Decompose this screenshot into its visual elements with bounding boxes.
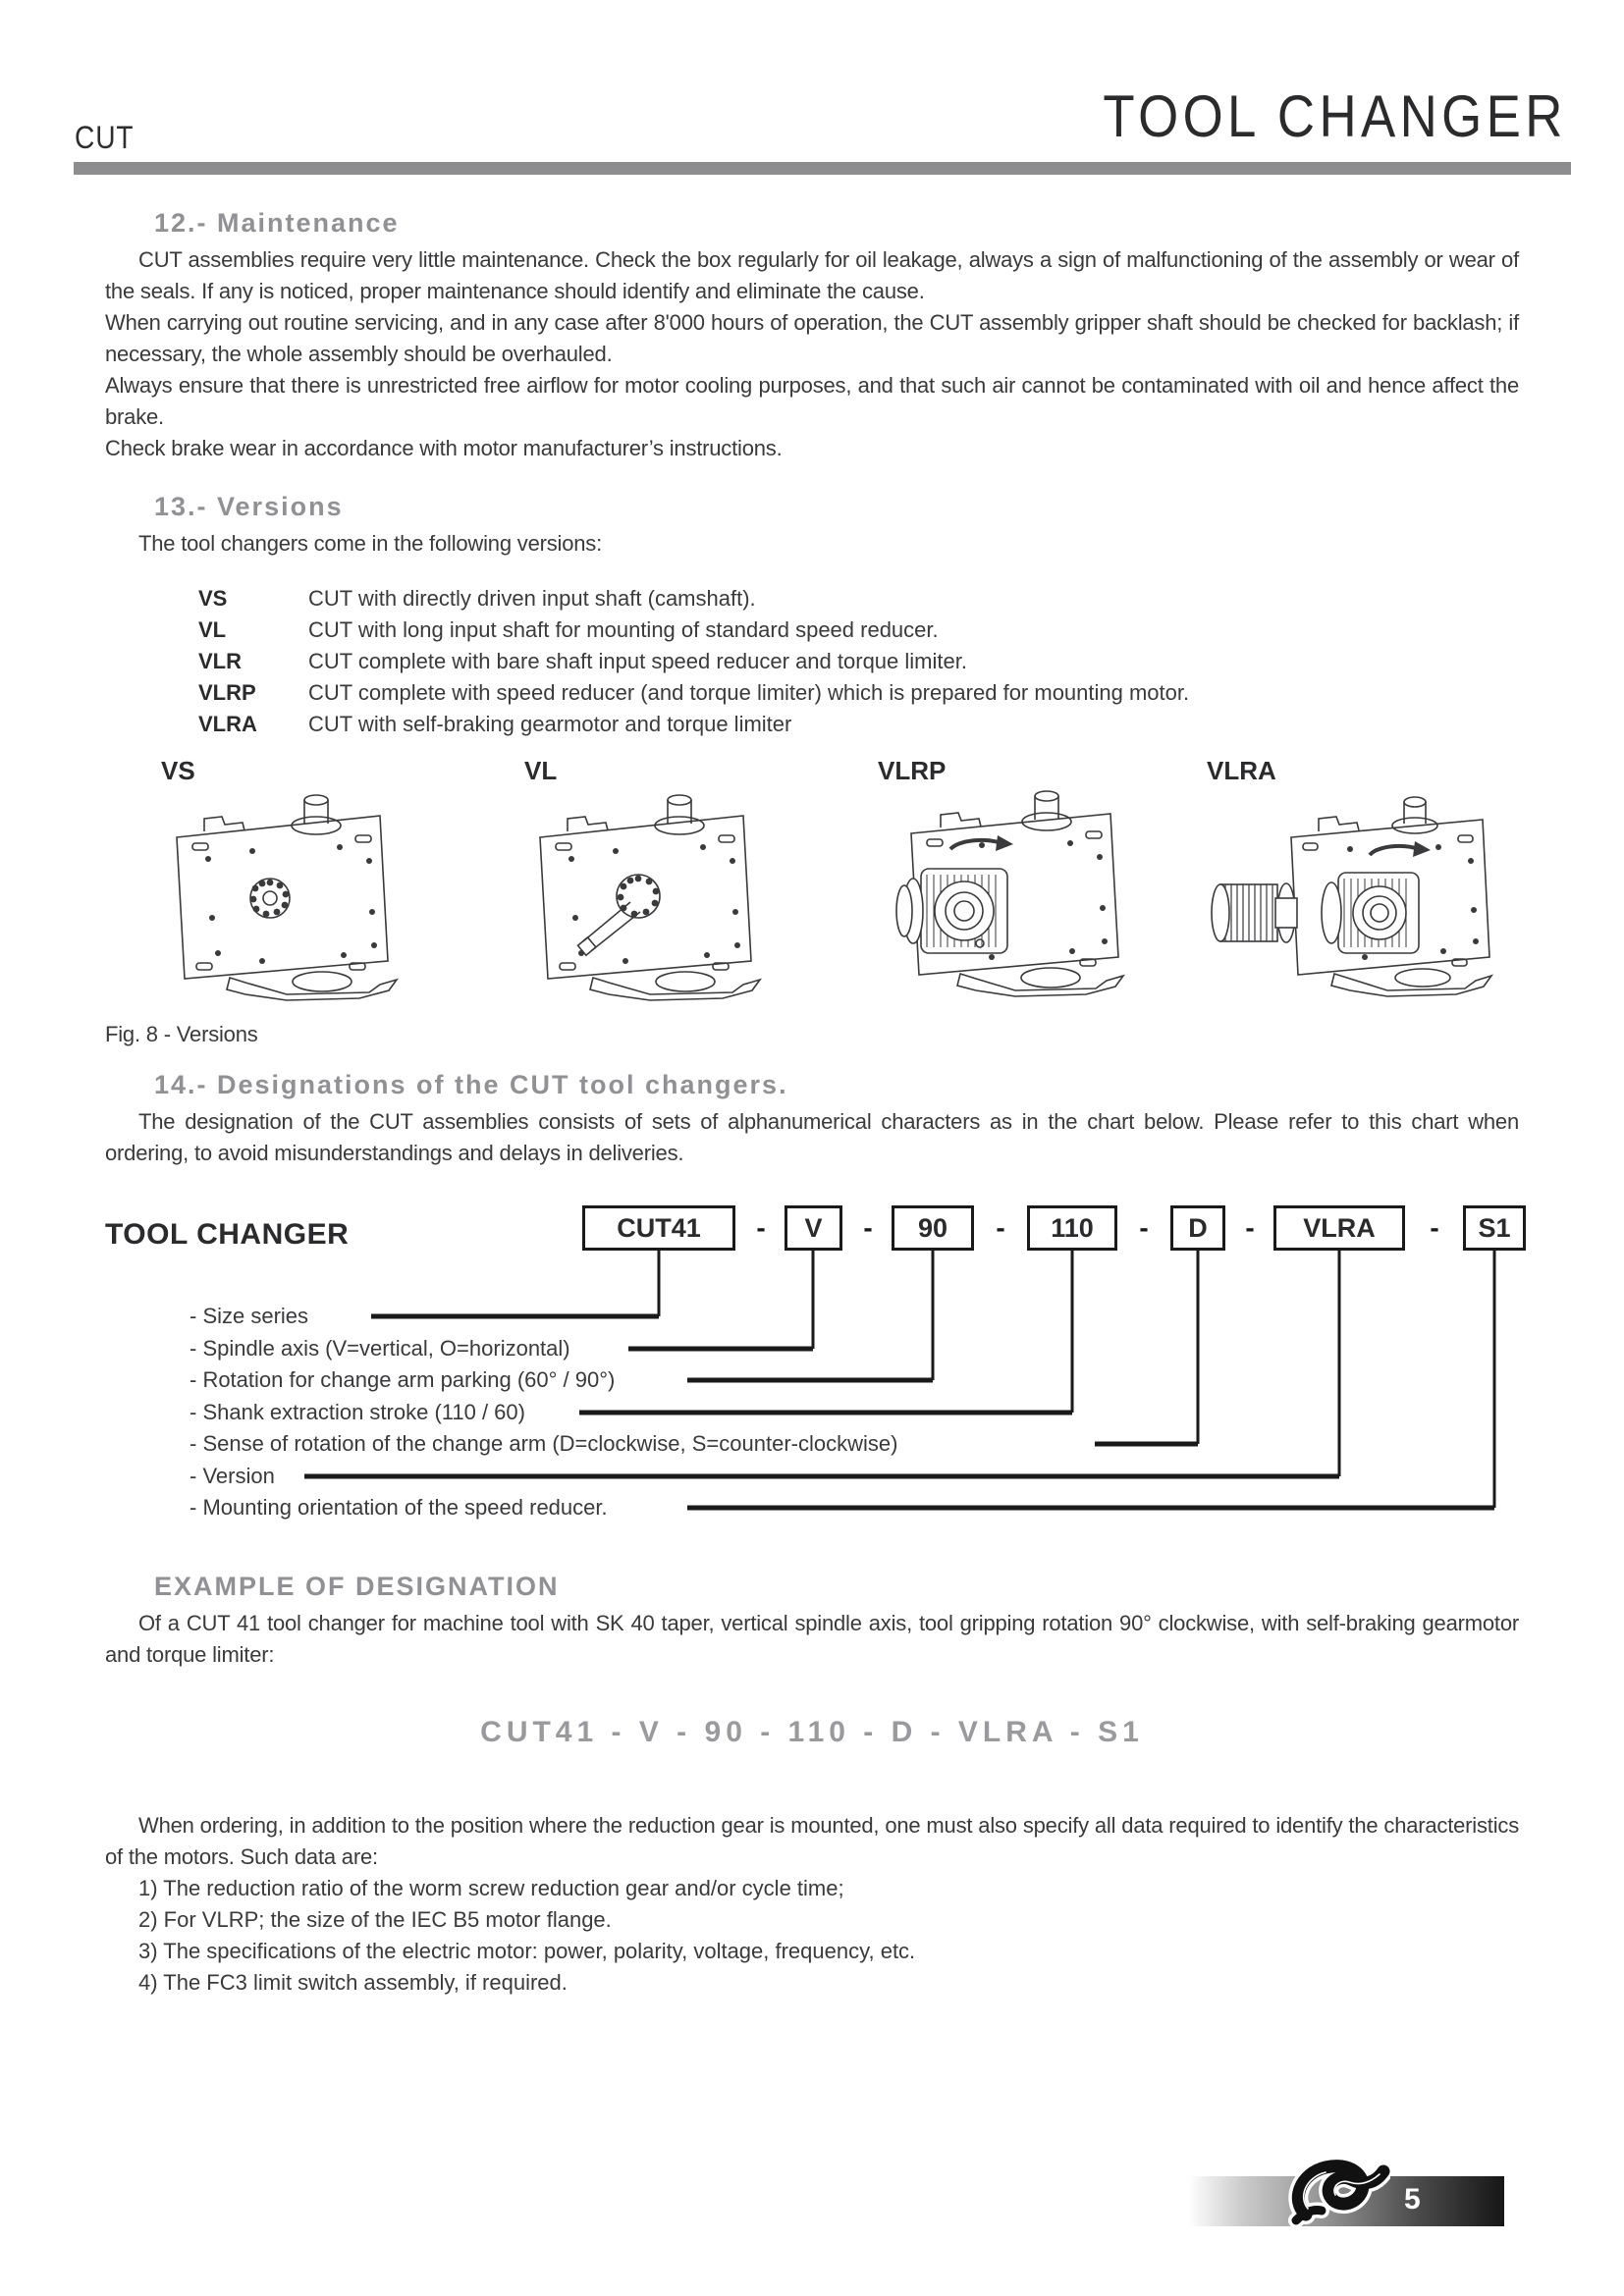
version-description: CUT with long input shaft for mounting of standard speed reducer.: [308, 617, 939, 642]
figure-vs: [147, 756, 452, 1016]
section-heading-example: EXAMPLE OF DESIGNATION: [154, 1572, 560, 1601]
figure-caption: Fig. 8 - Versions: [105, 1022, 258, 1046]
legend-rotation: - Rotation for change arm parking (60° / 90°): [189, 1367, 616, 1392]
figure-vl: [511, 756, 815, 1016]
segment-separator: -: [1139, 1212, 1149, 1243]
figure-vs-label: VS: [161, 756, 195, 785]
ordering-list: [138, 1873, 1519, 1999]
maintenance-paragraph: Check brake wear in accordance with motor manufacturer’s instructions.: [105, 436, 783, 460]
maintenance-paragraph: When carrying out routine servicing, and in any case after 8'000 hours of operation, the CUT assembly gripper shaft should be checked for backlash; if necessary, the whole assembly should be overhauled.: [105, 310, 1519, 366]
ordering-item: 4) The FC3 limit switch assembly, if required.: [138, 1970, 568, 1995]
figure-vlra: [1193, 756, 1497, 1016]
version-row: [198, 614, 1519, 646]
example-paragraph: Of a CUT 41 tool changer for machine tool with SK 40 taper, vertical spindle axis, tool gripping rotation 90° clockwise, with self-braking gearmotor and torque limiter:: [105, 1611, 1519, 1667]
segment-mounting: S1: [1463, 1205, 1526, 1251]
segment-separator: -: [996, 1212, 1005, 1243]
chart-label: TOOL CHANGER: [105, 1218, 350, 1251]
section-heading-versions: 13.- Versions: [154, 492, 344, 521]
maintenance-paragraph: Always ensure that there is unrestricted free airflow for motor cooling purposes, and that such air cannot be contaminated with oil and hence affect the brake.: [105, 373, 1519, 429]
version-row: [198, 646, 1519, 677]
version-code: VLR: [198, 649, 242, 673]
version-code: VLRA: [198, 712, 257, 736]
segment-stroke: 110: [1027, 1205, 1117, 1251]
segment-separator: -: [1430, 1212, 1439, 1243]
brand-logo-icon: [1288, 2152, 1390, 2234]
version-code: VL: [198, 617, 227, 642]
version-description: CUT with directly driven input shaft (camshaft).: [308, 586, 756, 611]
segment-separator: -: [756, 1212, 766, 1243]
figure-versions: [105, 756, 1519, 1019]
figure-vl-label: VL: [524, 756, 558, 785]
section-heading-designations: 14.- Designations of the CUT tool changers.: [154, 1070, 788, 1099]
legend-spindle-axis: - Spindle axis (V=vertical, O=horizontal): [189, 1336, 570, 1361]
segment-sense: D: [1170, 1205, 1225, 1251]
page-header: [0, 0, 1624, 179]
header-rule: [74, 162, 1571, 175]
page-body: [0, 208, 1624, 1999]
ordering-intro: When ordering, in addition to the position where the reduction gear is mounted, one must also specify all data required to identify the characteristics of the motors. Such data are:: [105, 1813, 1519, 1869]
product-name: CUT: [75, 120, 135, 155]
segment-separator: -: [1245, 1212, 1255, 1243]
ordering-item: 2) For VLRP; the size of the IEC B5 motor flange.: [138, 1907, 612, 1932]
ordering-item: 1) The reduction ratio of the worm screw reduction gear and/or cycle time;: [138, 1876, 844, 1900]
version-description: CUT complete with bare shaft input speed reducer and torque limiter.: [308, 649, 967, 673]
ordering-item: 3) The specifications of the electric motor: power, polarity, voltage, frequency, etc.: [138, 1939, 916, 1963]
version-code: VS: [198, 586, 228, 611]
maintenance-paragraph: CUT assemblies require very little maintenance. Check the box regularly for oil leakage, always a sign of malfunctioning of the assembly or wear of the seals. If any is noticed, proper maintenance should identify and eliminate the cause.: [105, 247, 1519, 303]
segment-separator: -: [863, 1212, 873, 1243]
versions-intro: The tool changers come in the following versions:: [138, 531, 603, 556]
designation-chart: [105, 1193, 1539, 1538]
version-description: CUT with self-braking gearmotor and torque limiter: [308, 712, 792, 736]
section-heading-maintenance: 12.- Maintenance: [154, 208, 400, 238]
version-row: [198, 677, 1519, 709]
legend-stroke: - Shank extraction stroke (110 / 60): [189, 1400, 525, 1424]
segment-rotation: 90: [892, 1205, 974, 1251]
legend-sense: - Sense of rotation of the change arm (D=clockwise, S=counter-clockwise): [189, 1431, 898, 1456]
example-designation-string: CUT41 - V - 90 - 110 - D - VLRA - S1: [480, 1716, 1144, 1748]
segment-version: VLRA: [1273, 1205, 1405, 1251]
vl-drawing: [511, 788, 815, 1016]
designations-paragraph: The designation of the CUT assemblies consists of sets of alphanumerical characters as in the chart below. Please refer to this chart when ordering, to avoid misunderstandings and delays in deliveries.: [105, 1109, 1519, 1165]
version-description: CUT complete with speed reducer (and torque limiter) which is prepared for mounting motor.: [308, 680, 1190, 705]
legend-size-series: - Size series: [189, 1304, 309, 1328]
page-title: TOOL CHANGER: [1103, 83, 1567, 149]
legend-version: - Version: [189, 1464, 275, 1488]
vlrp-drawing: [864, 788, 1168, 1016]
version-row: [198, 583, 1519, 614]
version-row: [198, 709, 1519, 740]
vlra-drawing: [1193, 788, 1517, 1016]
legend-mounting: - Mounting orientation of the speed reducer.: [189, 1495, 608, 1520]
vs-drawing: [147, 788, 452, 1016]
page-number: 5: [1404, 2183, 1421, 2216]
figure-vlra-label: VLRA: [1207, 756, 1276, 785]
figure-vlrp-label: VLRP: [878, 756, 947, 785]
segment-size-series: CUT41: [582, 1205, 735, 1251]
version-code: VLRP: [198, 680, 256, 705]
figure-vlrp: [864, 756, 1168, 1016]
segment-spindle-axis: V: [785, 1205, 842, 1251]
version-list: [198, 583, 1519, 740]
